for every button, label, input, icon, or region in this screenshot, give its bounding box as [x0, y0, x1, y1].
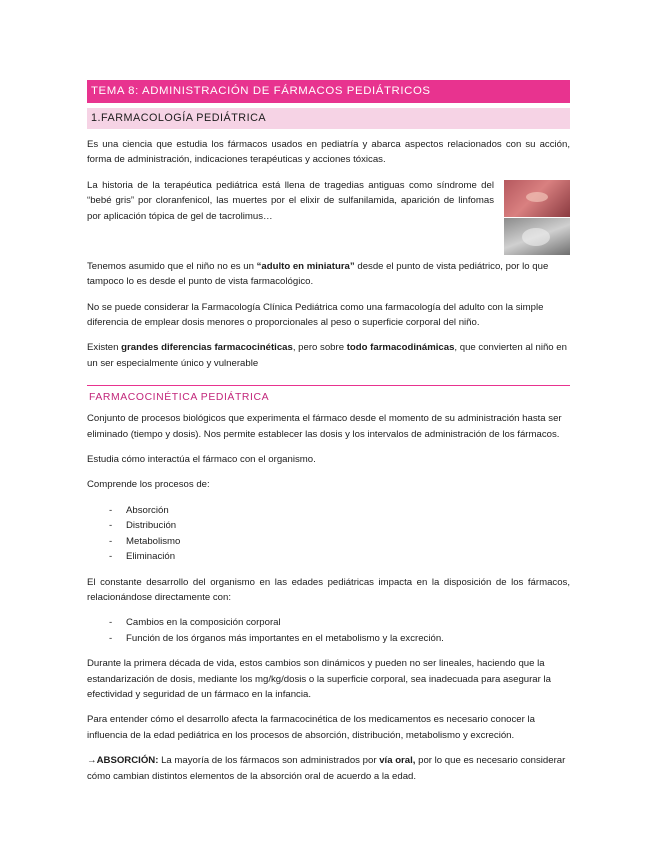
list-item: - Eliminación	[87, 549, 570, 564]
section-divider	[87, 385, 570, 386]
factors-list	[87, 615, 570, 646]
pediatric-photos	[504, 180, 570, 255]
paragraph-pk-interaction: Estudia cómo interactúa el fármaco con el organismo.	[87, 454, 316, 466]
baby-photo-bottom	[504, 218, 570, 255]
paragraph-differences: Existen grandes diferencias farmacocinéticas, pero sobre todo farmacodinámicas, que convierten al niño en un ser especialmente único y vulnerable	[87, 342, 567, 369]
paragraph-first-decade: Durante la primera década de vida, estos cambios son dinámicos y pueden no ser lineales, haciendo que la estandarización de dosis, mediante los mg/kg/dosis o la superficie corporal, sea inadecuada para asegurar la efectividad y seguridad de un fármaco en la infancia.	[87, 658, 551, 700]
section-heading-farmacocinetica: FARMACOCINÉTICA PEDIÁTRICA	[89, 392, 270, 404]
list-item: - Absorción	[87, 503, 570, 518]
paragraph-processes-intro: Comprende los procesos de:	[87, 479, 210, 491]
document-page	[87, 80, 570, 794]
paragraph-clinical-pharmacology: No se puede considerar la Farmacología Clínica Pediátrica como una farmacología del adulto con la simple diferencia de emplear dosis menores o proporcionales al peso o superficie corporal del niño.	[87, 301, 544, 329]
list-item: - Función de los órganos más importantes en el metabolismo y la excreción.	[87, 631, 570, 646]
paragraph-absorption: →ABSORCIÓN: La mayoría de los fármacos son administrados por vía oral, por lo que es necesario considerar cómo cambian distintos elementos de la absorción oral de acuerdo a la edad.	[87, 755, 566, 782]
paragraph-pk-definition: Conjunto de procesos biológicos que experimenta el fármaco desde el momento de su administración hasta ser eliminado (tiempo y dosis). Nos permite establecer las dosis y los intervalos de administración de los fármacos.	[87, 413, 562, 440]
paragraph-adult-miniature: Tenemos asumido que el niño no es un “adulto en miniatura” desde el punto de vista pediátrico, por lo que tampoco lo es desde el punto de vista farmacológico.	[87, 260, 549, 288]
paragraph-development: El constante desarrollo del organismo en las edades pediátricas impacta en la disposición de los fármacos, relacionándose directamente con:	[87, 576, 570, 603]
paragraph-history: La historia de la terapéutica pediátrica está llena de tragedias antiguas como síndrome del “bebé gris” por cloranfenicol, las muertes por el elixir de sulfanilamida, aparición de linfomas por aplicación tópica de gel de tacrolimus…	[87, 179, 494, 222]
list-item: - Cambios en la composición corporal	[87, 615, 570, 630]
processes-list	[87, 503, 570, 565]
list-item: - Distribución	[87, 518, 570, 533]
paragraph-definition: Es una ciencia que estudia los fármacos usados en pediatría y abarca aspectos relacionados con su acción, forma de administración, indicaciones terapéuticas y acciones tóxicas.	[87, 139, 570, 166]
paragraph-age-influence: Para entender cómo el desarrollo afecta la farmacocinética de los medicamentos es necesario conocer la influencia de la edad pediátrica en los procesos de absorción, distribución, metabolismo y excreción.	[87, 714, 535, 741]
baby-photo-top	[504, 180, 570, 217]
section-heading-farmacologia: 1.FARMACOLOGÍA PEDIÁTRICA	[87, 108, 570, 129]
list-item: - Metabolismo	[87, 534, 570, 549]
document-title: TEMA 8: ADMINISTRACIÓN DE FÁRMACOS PEDIÁTRICOS	[87, 80, 570, 103]
